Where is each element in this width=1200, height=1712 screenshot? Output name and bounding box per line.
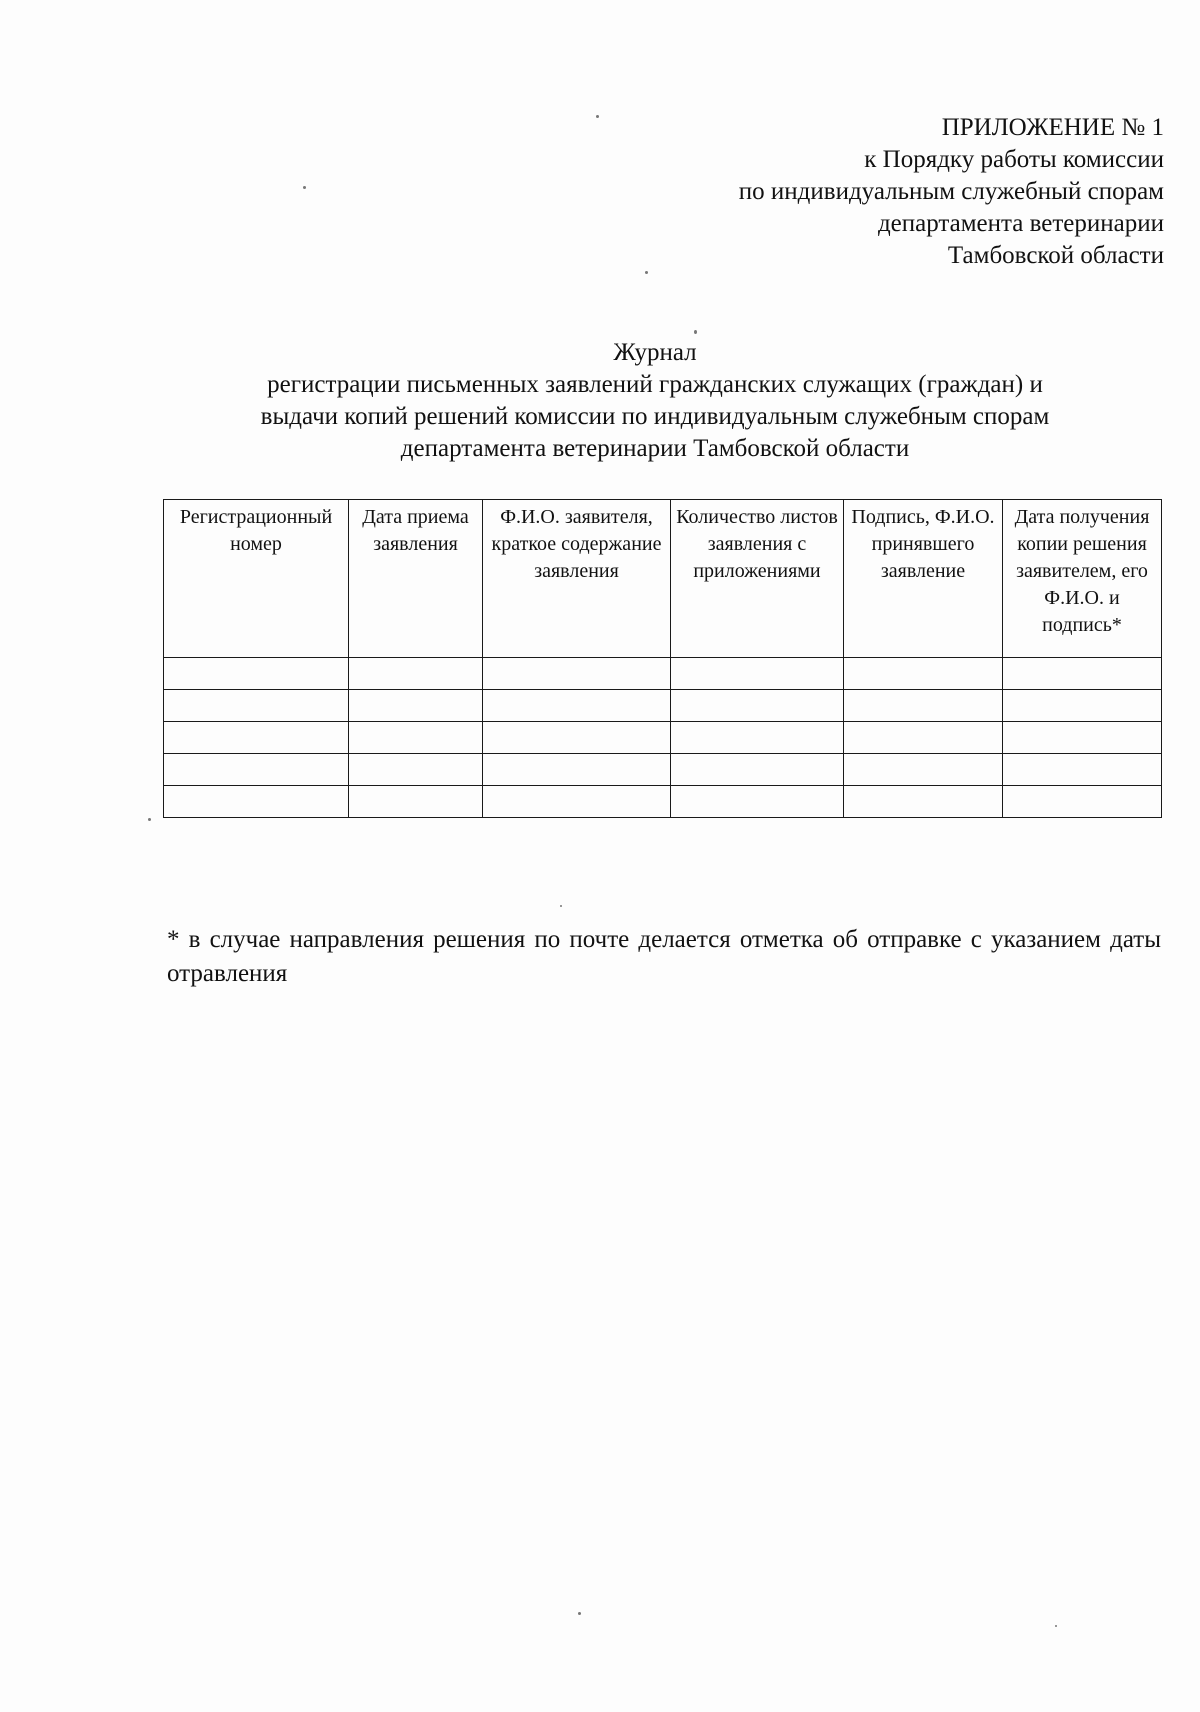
appendix-line: департамента ветеринарии [877, 210, 1164, 237]
table-cell [483, 786, 671, 818]
table-cell [1003, 786, 1162, 818]
table-cell [164, 786, 349, 818]
scan-speck [148, 818, 151, 821]
table-cell [483, 690, 671, 722]
appendix-header [604, 112, 1164, 272]
table-cell [671, 690, 844, 722]
heading-line: департамента ветеринарии Тамбовской области [400, 435, 910, 462]
table-cell [844, 690, 1003, 722]
heading-line: выдачи копий решений комиссии по индивидуальным служебным спорам [260, 403, 1050, 430]
table-row [164, 786, 1162, 818]
table-cell [1003, 690, 1162, 722]
appendix-line: по индивидуальным служебный спорам [738, 178, 1164, 205]
appendix-line: Тамбовской области [947, 242, 1164, 269]
table-row [164, 658, 1162, 690]
table-cell [671, 754, 844, 786]
document-heading [150, 337, 1160, 465]
table-cell [844, 722, 1003, 754]
heading-line: регистрации письменных заявлений гражданских служащих (граждан) и [267, 371, 1043, 398]
table-cell [164, 658, 349, 690]
column-header-applicant-name: Ф.И.О. заявителя, краткое содержание заявления [483, 500, 671, 658]
table-cell [671, 722, 844, 754]
column-header-sheet-count: Количество листов заявления с приложениями [671, 500, 844, 658]
table-header-row [164, 500, 1162, 658]
table-cell [164, 754, 349, 786]
scan-speck [560, 905, 562, 907]
table-cell [671, 658, 844, 690]
table-cell [671, 786, 844, 818]
table-cell [1003, 754, 1162, 786]
table-cell [164, 690, 349, 722]
appendix-number: ПРИЛОЖЕНИЕ № 1 [941, 114, 1164, 141]
column-header-receipt-date: Дата приема заявления [349, 500, 483, 658]
table-cell [844, 754, 1003, 786]
table-cell [483, 754, 671, 786]
scan-speck [694, 330, 697, 334]
table-cell [349, 786, 483, 818]
table-cell [844, 658, 1003, 690]
table-cell [1003, 722, 1162, 754]
scan-speck [1055, 1625, 1057, 1627]
column-header-receiver-signature: Подпись, Ф.И.О. принявшего заявление [844, 500, 1003, 658]
column-header-copy-received-date: Дата получения копии решения заявителем, его Ф.И.О. и подпись* [1003, 500, 1162, 658]
table-cell [1003, 658, 1162, 690]
table-cell [483, 722, 671, 754]
table-row [164, 754, 1162, 786]
scan-speck [596, 115, 599, 118]
footnote: * в случае направления решения по почте делается отметка об отправке с указанием даты отравления [167, 926, 1161, 987]
scan-speck [645, 271, 648, 274]
scan-speck [578, 1612, 581, 1615]
scan-speck [303, 186, 306, 189]
document-title: Журнал [613, 339, 697, 366]
table-cell [483, 658, 671, 690]
journal-table [163, 499, 1162, 818]
appendix-line: к Порядку работы комиссии [864, 146, 1164, 173]
table-cell [349, 690, 483, 722]
table-cell [349, 754, 483, 786]
table-cell [349, 658, 483, 690]
table-row [164, 722, 1162, 754]
table-row [164, 690, 1162, 722]
column-header-registration-number: Регистрационный номер [164, 500, 349, 658]
table-cell [164, 722, 349, 754]
table-cell [349, 722, 483, 754]
table-cell [844, 786, 1003, 818]
